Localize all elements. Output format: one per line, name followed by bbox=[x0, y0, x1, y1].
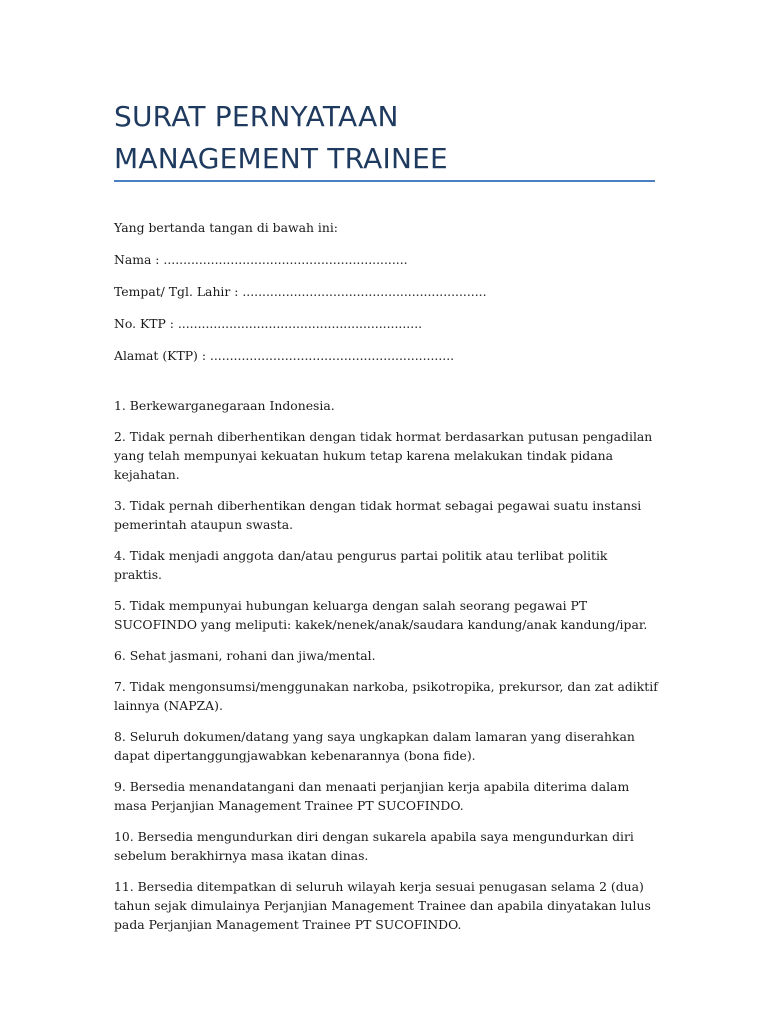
statement-item-10: 10. Bersedia mengundurkan diri dengan sukarela apabila saya mengundurkan diri sebelum berakhirnya masa ikatan dinas. bbox=[114, 829, 634, 863]
title-line-1: SURAT PERNYATAAN bbox=[114, 100, 399, 133]
statement-item-11: 11. Bersedia ditempatkan di seluruh wilayah kerja sesuai penugasan selama 2 (dua) tahun sejak dimulainya Perjanjian Management Trainee dan apabila dinyatakan lulus pada Perjanjian Management Trainee PT SUCOFINDO. bbox=[114, 879, 651, 932]
document-title bbox=[114, 96, 674, 180]
section-gap bbox=[114, 378, 659, 396]
statement-item-3: 3. Tidak pernah diberhentikan dengan tidak hormat sebagai pegawai suatu instansi pemerintah ataupun swasta. bbox=[114, 498, 642, 532]
statement-item-2: 2. Tidak pernah diberhentikan dengan tidak hormat berdasarkan putusan pengadilan yang telah mempunyai kekuatan hukum tetap karena melakukan tindak pidana kejahatan. bbox=[114, 429, 653, 482]
field-alamat-ktp: Alamat (KTP) : .............................................................. bbox=[114, 348, 455, 363]
title-line-2: MANAGEMENT TRAINEE bbox=[114, 142, 448, 175]
statement-item-6: 6. Sehat jasmani, rohani dan jiwa/mental. bbox=[114, 648, 376, 663]
document-body bbox=[114, 218, 659, 946]
field-nama: Nama : .............................................................. bbox=[114, 252, 408, 267]
statement-item-4: 4. Tidak menjadi anggota dan/atau pengurus partai politik atau terlibat politik praktis. bbox=[114, 548, 608, 582]
statement-item-9: 9. Bersedia menandatangani dan menaati perjanjian kerja apabila diterima dalam masa Perjanjian Management Trainee PT SUCOFINDO. bbox=[114, 779, 630, 813]
statement-item-5: 5. Tidak mempunyai hubungan keluarga dengan salah seorang pegawai PT SUCOFINDO yang meliputi: kakek/nenek/anak/saudara kandung/anak kandung/ipar. bbox=[114, 598, 648, 632]
title-divider bbox=[114, 180, 655, 182]
field-no-ktp: No. KTP : .............................................................. bbox=[114, 316, 423, 331]
intro-text: Yang bertanda tangan di bawah ini: bbox=[114, 220, 338, 235]
field-tempat-tgl-lahir: Tempat/ Tgl. Lahir : .............................................................. bbox=[114, 284, 487, 299]
statement-item-7: 7. Tidak mengonsumsi/menggunakan narkoba, psikotropika, prekursor, dan zat adiktif lainnya (NAPZA). bbox=[114, 679, 658, 713]
statement-item-1: 1. Berkewarganegaraan Indonesia. bbox=[114, 398, 335, 413]
statement-item-8: 8. Seluruh dokumen/datang yang saya ungkapkan dalam lamaran yang diserahkan dapat dipertanggungjawabkan kebenarannya (bona fide). bbox=[114, 729, 635, 763]
